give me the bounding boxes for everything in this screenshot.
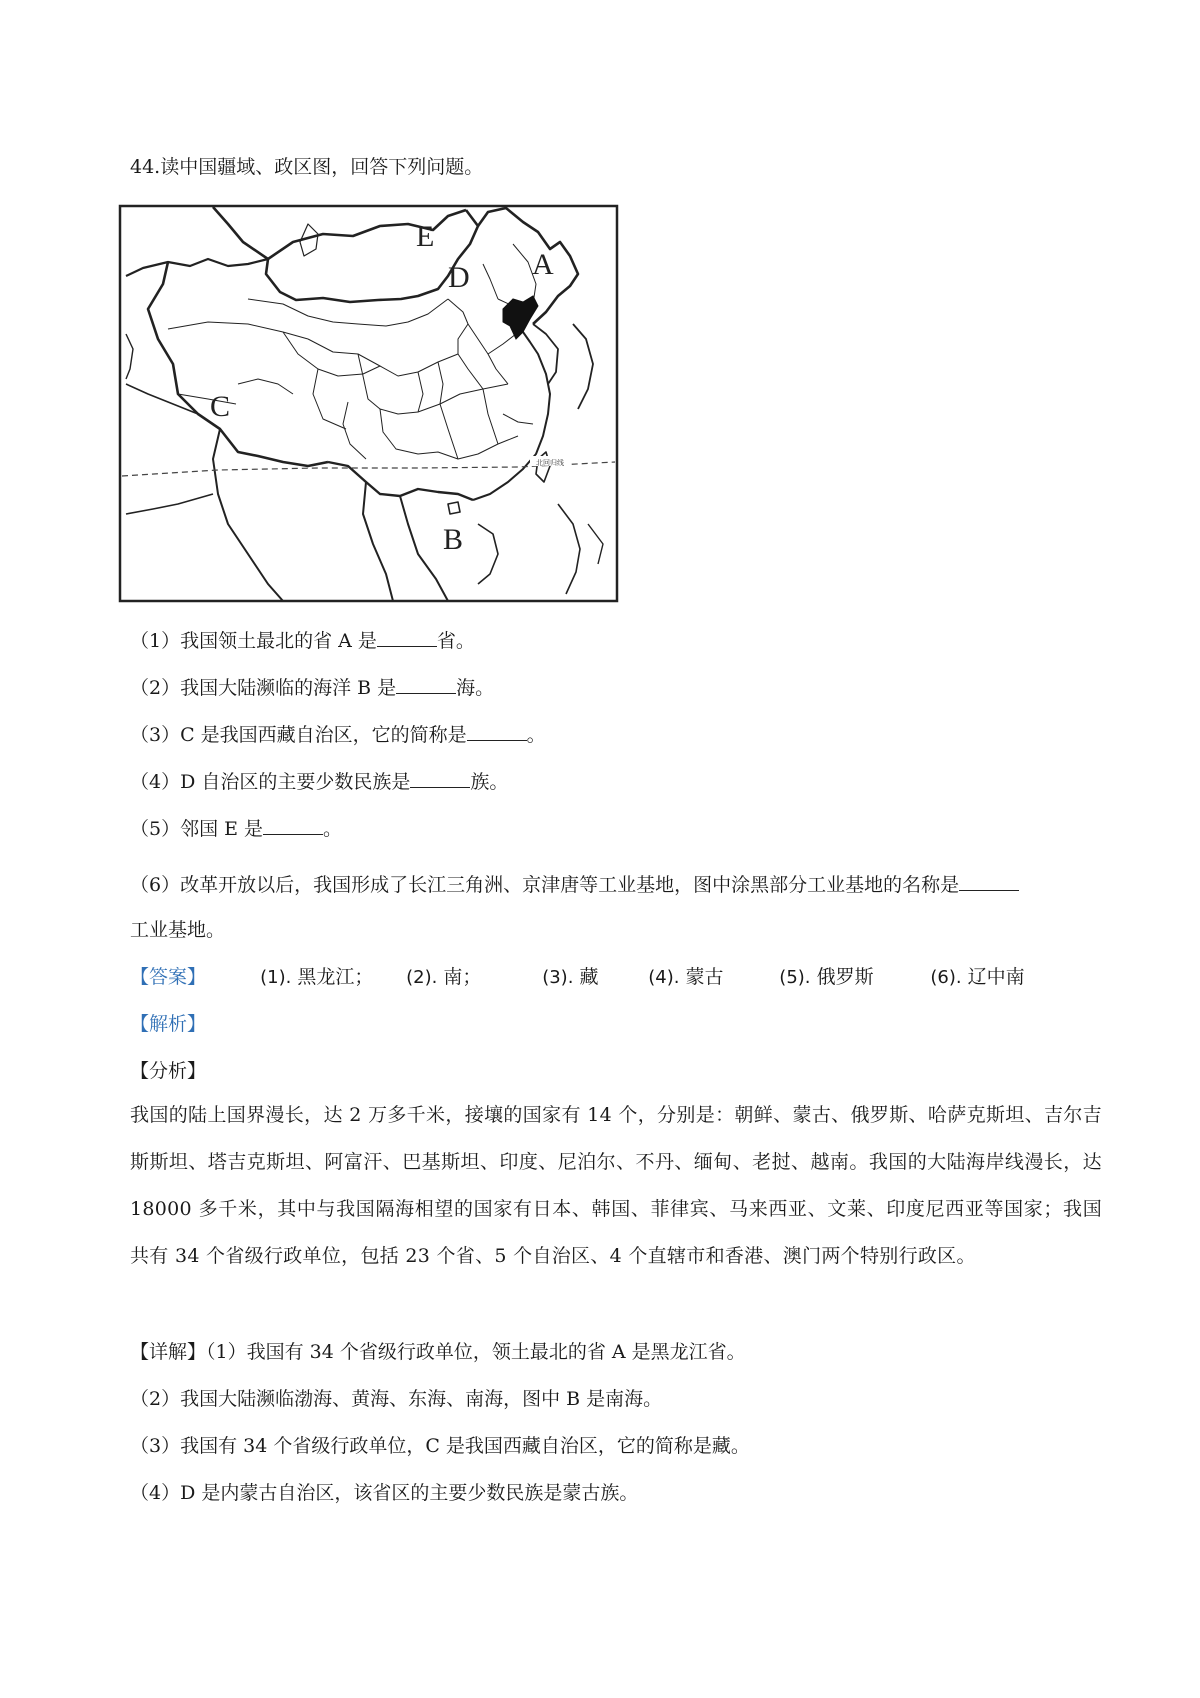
detail-line-1: 【详解】（1）我国有 34 个省级行政单位，领土最北的省 A 是黑龙江省。 <box>130 1341 746 1363</box>
map-label-a: A <box>532 248 554 281</box>
sub-question-6 <box>130 870 1019 899</box>
analysis-paragraph: 我国的陆上国界漫长，达 2 万多千米，接壤的国家有 14 个，分别是：朝鲜、蒙古、俄罗斯、哈萨克斯坦、吉尔吉斯斯坦、塔吉克斯坦、阿富汗、巴基斯坦、印度、尼泊尔、不丹、缅甸、老挝、越南。我国的大陆海岸线漫长，达 18000 多千米，其中与我国隔海相望的国家有日本、韩国、菲律宾、马来西亚、文莱、印度尼西亚等国家；我国共有 34 个省级行政单位，包括 23 个省、5 个自治区、4 个直辖市和香港、澳门两个特别行政区。 <box>130 1104 1102 1267</box>
sub-question-text: （6）改革开放以后，我国形成了长江三角洲、京津唐等工业基地，图中涂黑部分工业基地的名称是 <box>130 874 960 896</box>
china-map-figure <box>118 204 619 603</box>
map-label-c: C <box>210 390 231 423</box>
sub-question-5 <box>130 814 342 843</box>
map-label-e: E <box>416 220 435 253</box>
answer-item-2: (2). 南； <box>406 966 482 988</box>
sub-question-text: （5）邻国 E 是 <box>130 818 264 840</box>
answer-item-6: (6). 辽中南 <box>930 966 1025 988</box>
answer-blank[interactable] <box>263 814 323 835</box>
answer-item-3: (3). 藏 <box>542 966 599 988</box>
answer-blank[interactable] <box>410 767 470 788</box>
sub-question-text: 。 <box>526 724 546 746</box>
answer-blank[interactable] <box>396 673 456 694</box>
sub-question-text: 。 <box>323 818 343 840</box>
sub-question-text: 省。 <box>436 630 475 652</box>
sub-question-6-continued: 工业基地。 <box>130 919 226 941</box>
sub-question-1 <box>130 626 475 655</box>
answer-item-5: (5). 俄罗斯 <box>779 966 874 988</box>
question-title: 44.读中国疆域、政区图，回答下列问题。 <box>130 156 484 178</box>
map-label-d: D <box>448 261 470 294</box>
sub-question-text: 族。 <box>470 771 509 793</box>
detail-line-2: （2）我国大陆濒临渤海、黄海、东海、南海，图中 B 是南海。 <box>130 1388 663 1410</box>
detail-line-4: （4）D 是内蒙古自治区，该省区的主要少数民族是蒙古族。 <box>130 1482 639 1504</box>
sub-question-text: （3）C 是我国西藏自治区，它的简称是 <box>130 724 467 746</box>
answer-item-1: (1). 黑龙江； <box>260 966 374 988</box>
map-label-b: B <box>443 523 464 556</box>
answer-line <box>130 963 1025 992</box>
answer-blank[interactable] <box>959 870 1019 891</box>
sub-question-text: （4）D 自治区的主要少数民族是 <box>130 771 411 793</box>
answer-blank[interactable] <box>377 626 437 647</box>
answer-label: 【答案】 <box>130 966 207 988</box>
tropic-label: 北回归线 <box>536 459 564 467</box>
answer-item-4: (4). 蒙古 <box>648 966 724 988</box>
sub-question-2 <box>130 673 494 702</box>
sub-question-4 <box>130 767 508 796</box>
sub-question-text: （2）我国大陆濒临的海洋 B 是 <box>130 677 397 699</box>
sub-question-3 <box>130 720 546 749</box>
analysis-sub-label: 【分析】 <box>130 1060 207 1082</box>
sub-question-text: 海。 <box>456 677 495 699</box>
detail-line-3: （3）我国有 34 个省级行政单位，C 是我国西藏自治区，它的简称是藏。 <box>130 1435 750 1457</box>
analysis-label: 【解析】 <box>130 1013 207 1035</box>
sub-question-text: （1）我国领土最北的省 A 是 <box>130 630 377 652</box>
detail-label: 【详解】 <box>130 1341 207 1363</box>
answer-blank[interactable] <box>467 720 527 741</box>
